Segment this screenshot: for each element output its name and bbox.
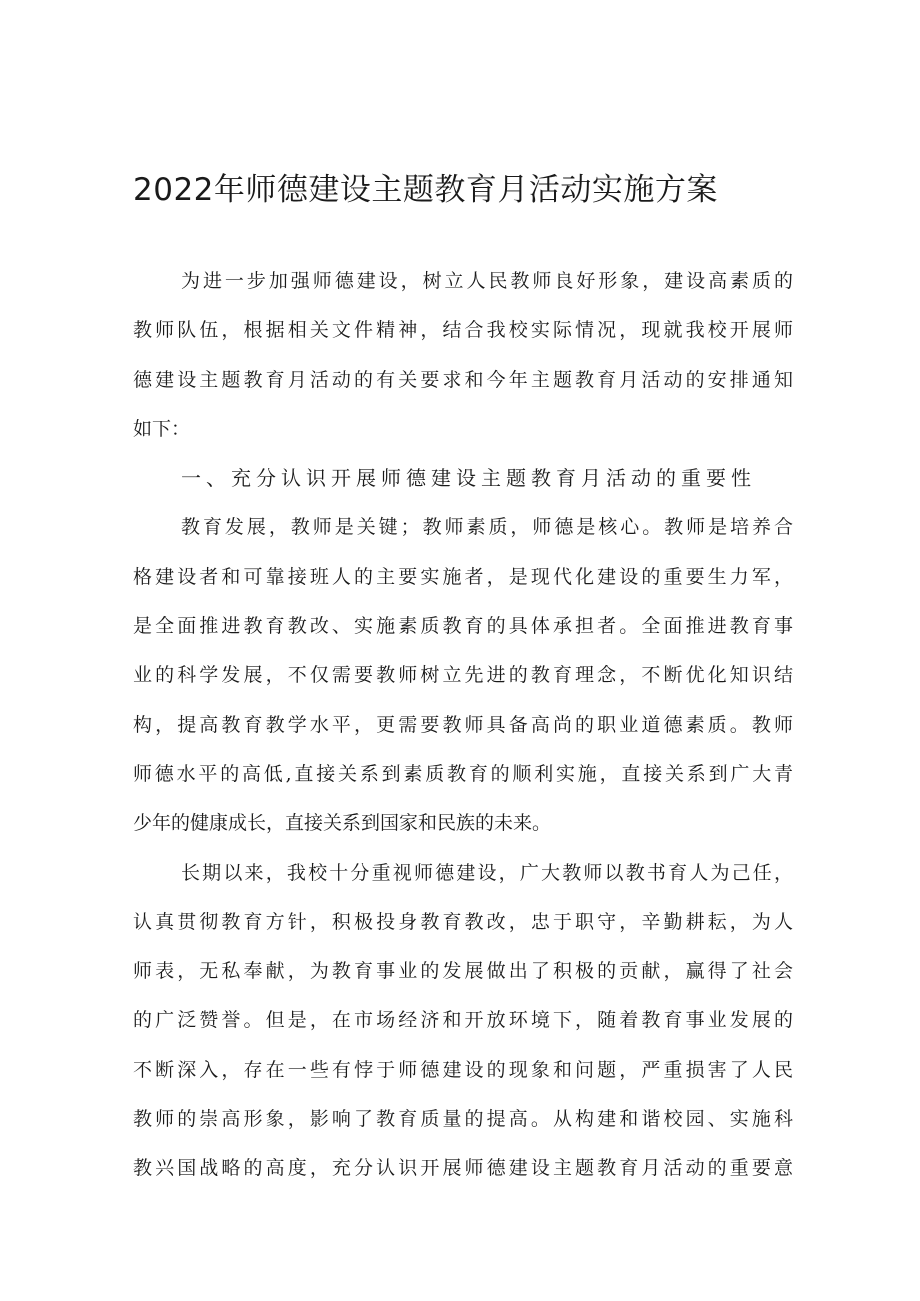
text-line: 业的科学发展，不仅需要教师树立先进的教育理念，不断优化知识结 xyxy=(133,664,793,687)
text-line: 格建设者和可靠接班人的主要实施者，是现代化建设的重要生力军， xyxy=(133,565,793,588)
text-line: 师表，无私奉献，为教育事业的发展做出了积极的贡献，赢得了社会 xyxy=(133,960,793,983)
section1-paragraph-1 xyxy=(133,503,793,848)
text-line: 为进一步加强师德建设，树立人民教师良好形象，建设高素质的 xyxy=(181,270,793,292)
text-line: 教师的崇高形象，影响了教育质量的提高。从构建和谐校园、实施科 xyxy=(133,1108,793,1131)
text-line: 认真贯彻教育方针，积极投身教育教改，忠于职守，辛勤耕耘，为人 xyxy=(133,910,793,933)
text-line: 不断深入，存在一些有悖于师德建设的现象和问题，严重损害了人民 xyxy=(133,1058,793,1081)
text-line: 构，提高教育教学水平，更需要教师具备高尚的职业道德素质。教师 xyxy=(133,713,793,736)
text-line: 德建设主题教育月活动的有关要求和今年主题教育月活动的安排通知 xyxy=(133,368,793,391)
text-line: 的广泛赞誉。但是，在市场经济和开放环境下，随着教育事业发展的 xyxy=(133,1009,793,1032)
text-line: 教兴国战略的高度，充分认识开展师德建设主题教育月活动的重要意 xyxy=(133,1157,793,1180)
document-title: 2022年师德建设主题教育月活动实施方案 xyxy=(133,172,718,208)
text-line: 是全面推进教育教改、实施素质教育的具体承担者。全面推进教育事 xyxy=(133,615,793,638)
section-heading: 一、充分认识开展师德建设主题教育月活动的重要性 xyxy=(181,466,751,491)
text-line: 长期以来，我校十分重视师德建设，广大教师以教书育人为己任， xyxy=(181,861,793,884)
text-line: 教师队伍，根据相关文件精神，结合我校实际情况，现就我校开展师 xyxy=(133,319,793,342)
text-line: 教育发展，教师是关键；教师素质，师德是核心。教师是培养合 xyxy=(181,516,793,539)
section1-paragraph-2 xyxy=(133,849,793,1194)
text-line: 如下： xyxy=(133,417,191,440)
text-line: 少年的健康成长，直接关系到国家和民族的未来。 xyxy=(133,812,552,835)
document-body xyxy=(133,257,793,1194)
intro-paragraph xyxy=(133,257,793,454)
text-line: 师德水平的高低,直接关系到素质教育的顺利实施，直接关系到广大青 xyxy=(133,762,793,785)
